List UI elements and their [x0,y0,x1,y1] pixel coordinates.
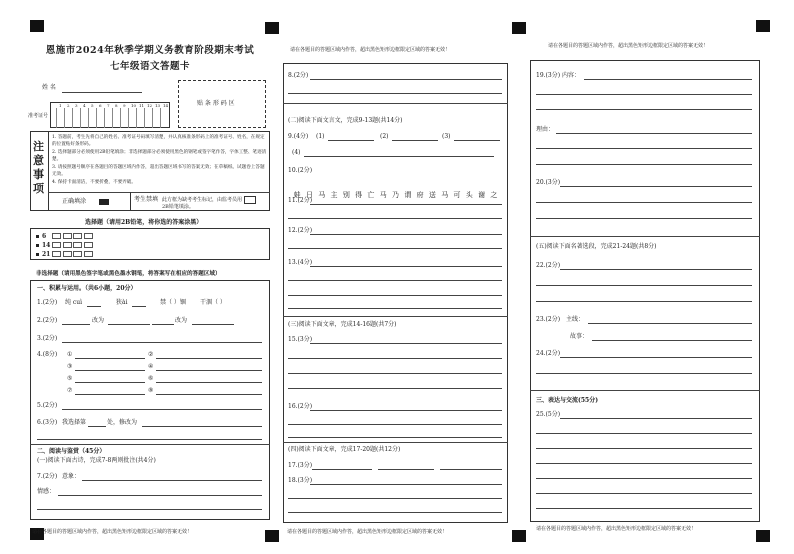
exam-id-digit-label: 13 [155,103,161,108]
q4-blank-label: ⑦ [67,387,73,394]
q25-line[interactable] [536,493,752,494]
exam-id-digit-column[interactable] [120,103,128,128]
q9-number: 9.(4分) [288,133,309,140]
q9-blank[interactable] [392,140,438,141]
q9-blank[interactable] [304,156,494,157]
registration-mark-bottom-mid-right [512,530,526,542]
q1-item-c: 禁（ ）锢 [160,299,186,306]
q9-blank-label: (1) [316,133,325,140]
notice-item: 2. 选择题部分必须使用2B铅笔填涂；非选择题部分必须使用黑色的钢笔或签字笔作答，字体工整、笔迹清楚。 [52,150,267,162]
q19-number: 19.(3分) [536,72,561,79]
q4-blank-label: ⑥ [148,375,154,382]
q17-number: 17.(3分) [288,462,313,469]
q11-number: 11.(2分) [288,197,313,204]
q9-blank[interactable] [454,140,500,141]
choice-option-bubble[interactable] [73,242,82,248]
q25-line[interactable] [536,463,752,464]
q4-blank[interactable] [75,370,145,371]
q2-text-1: 改为 [92,317,105,324]
exam-id-digit-label: 10 [131,103,137,108]
q20-line-3[interactable] [536,218,752,219]
q12-number: 12.(2分) [288,227,313,234]
q23-line-2[interactable] [592,340,752,341]
q3-blank[interactable] [62,342,262,343]
name-field[interactable] [62,92,142,93]
q11-line-1[interactable] [310,204,502,205]
exam-id-digit-column[interactable] [144,103,153,128]
choice-option-bubble[interactable] [73,251,82,257]
q6-text-1: 我选择第 [62,419,87,426]
exam-id-digit-column[interactable] [152,103,161,128]
exam-id-digit-column[interactable] [96,103,104,128]
col3-footer: 请在各题目的答题区域内作答，超出黑色矩形边框限定区域的答案无效！ [536,526,697,532]
col3-header: 请在各题目的答题区域内作答，超出黑色矩形边框限定区域的答案无效！ [548,43,709,49]
exam-id-digit-label: 14 [163,103,169,108]
q20-line-1[interactable] [560,186,752,187]
col3-sub5: (五)阅读下面名著选段，完成21-24题(共8分) [536,243,657,250]
q13-line-1[interactable] [310,266,502,267]
barcode-label: 贴 条 形 码 区 [197,100,235,107]
q2-number: 2.(2分) [37,317,58,324]
q10-char[interactable]: 送 [428,191,436,199]
q25-line[interactable] [560,418,752,419]
q4-blank-label: ⑧ [148,387,154,394]
col2-footer: 请在各题目的答题区域内作答，超出黑色矩形边框限定区域的答案无效！ [287,529,448,535]
q8-line-2[interactable] [288,93,502,94]
choice-option-bubble[interactable] [63,251,72,257]
absent-checkbox[interactable] [244,196,256,204]
choice-row-number: 21 [42,250,51,258]
q6-text-2: 处，修改为 [107,419,138,426]
q4-blank-label: ① [67,351,73,358]
q23-mainline-label: 主线： [566,316,585,323]
name-label: 姓 名 [42,84,56,91]
q19-line-1[interactable] [584,79,752,80]
q25-number: 25.(5分) [536,411,561,418]
q10-char[interactable]: 乃 [392,191,400,199]
id-label: 准考证号 [28,113,49,119]
section2-subheading: (一)阅读下面古诗，完成7-8两则批注(共4分) [37,457,156,464]
q4-blank[interactable] [75,382,145,383]
q4-blank[interactable] [156,394,262,395]
q17-blank-2[interactable] [378,469,434,470]
q6-number: 6.(3分) [37,419,58,426]
choice-row-marker [36,244,39,247]
q17-blank-3[interactable] [440,469,502,470]
q23-story-label: 故事： [570,333,589,340]
q16-line-1[interactable] [310,410,502,411]
q4-blank[interactable] [156,370,262,371]
q18-line-3[interactable] [288,512,502,513]
q10-char[interactable]: 之 [490,191,498,199]
q1-number: 1.(2分) [37,299,58,306]
registration-mark-top-mid-left [265,22,279,34]
notice-item: 3. 请按照题号顺序在各题目的答题区域内作答，超出答题区域书写的答案无效；在草稿纸、试题卷上答题无效。 [52,165,265,177]
exam-id-digit-column[interactable] [112,103,120,128]
exam-id-digit-column[interactable] [72,103,80,128]
q7-emotion-blank-2[interactable] [37,509,262,510]
exam-id-digit-label: 2 [67,103,70,108]
q5-blank[interactable] [62,409,262,410]
q4-blank-label: ③ [67,363,73,370]
exam-id-digit-label: 5 [91,103,94,108]
q17-blank-1[interactable] [312,469,372,470]
choice-row-number: 14 [42,241,51,249]
q19-line-3[interactable] [536,109,752,110]
q13-line-2[interactable] [288,280,502,281]
q2-blank-1[interactable] [62,324,90,325]
choice-option-bubble[interactable] [84,242,93,248]
registration-mark-bottom-right [756,530,770,542]
col1-answer-box [30,280,270,520]
q24-number: 24.(2分) [536,350,561,357]
q4-number: 4.(8分) [37,351,58,358]
q16-line-3[interactable] [288,437,502,438]
q7-number: 7.(2分) [37,473,58,480]
choice-option-bubble[interactable] [73,233,82,239]
exam-id-digit-column[interactable] [80,103,88,128]
registration-mark-top-mid-right [512,22,526,34]
q7-emotion-label: 情感： [37,488,56,495]
q7-imagery-blank[interactable] [82,480,262,481]
exam-id-digit-column[interactable] [136,103,145,128]
q10-char[interactable]: 马 [318,191,326,199]
col2-answer-box [283,63,508,523]
q10-sentence [291,182,501,201]
q13-number: 13.(4分) [288,259,313,266]
q4-blank[interactable] [75,394,145,395]
q20-line-2[interactable] [536,202,752,203]
q2-blank-3[interactable] [152,324,174,325]
exam-title: 恩施市2024年秋季学期义务教育阶段期末考试 七年级语文答题卡 [45,45,255,72]
q2-blank-2[interactable] [108,324,150,325]
q1-item-b: 狭ài [116,299,128,306]
q10-char[interactable]: 马 [379,191,387,199]
exam-id-digit-column[interactable] [104,103,112,128]
q6-blank-1[interactable] [88,426,106,427]
q19-reason-label: 理由： [536,126,555,133]
q10-char[interactable]: 日 [305,191,313,199]
choice-option-bubble[interactable] [52,242,61,248]
fill-example-mark [99,199,109,205]
q19-line-6[interactable] [536,164,752,165]
q22-number: 22.(2分) [536,262,561,269]
choice-row-marker [36,253,39,256]
exam-id-digit-column[interactable] [56,103,64,128]
q10-char[interactable]: 蛙 [293,191,301,199]
q25-line[interactable] [536,508,752,509]
notice-heading: 注意事项 [33,140,44,195]
q1-item-a: 纯 cuì [65,299,83,306]
exam-id-digit-column[interactable] [160,103,169,128]
q22-line-1[interactable] [560,269,752,270]
q22-line-2[interactable] [536,285,752,286]
q15-line-2[interactable] [288,358,502,359]
choice-row-number: 6 [42,232,47,240]
q25-line[interactable] [536,433,752,434]
q18-line-1[interactable] [310,484,502,485]
q8-line-1[interactable] [310,79,502,80]
col1-footer: 请在各题目的答题区域内作答，超出黑色矩形边框限定区域的答案无效！ [32,529,193,535]
q15-number: 15.(3分) [288,336,313,343]
exam-id-digit-label: 4 [83,103,86,108]
q8-number: 8.(2分) [288,72,309,79]
absent-label: 考生禁填 [134,196,159,203]
exam-id-digit-label: 9 [123,103,126,108]
exam-id-digit-column[interactable] [64,103,72,128]
q4-blank-label: ④ [148,363,154,370]
q15-line-3[interactable] [288,373,502,374]
q11-line-2[interactable] [288,218,502,219]
exam-id-digit-label: 1 [59,103,62,108]
choice-option-bubble[interactable] [63,242,72,248]
choice-row [36,242,94,249]
col2-sub3: (三)阅读下面文章，完成14-16题(共7分) [288,321,397,328]
q15-line-4[interactable] [288,388,502,389]
q4-blank[interactable] [156,358,262,359]
q22-line-3[interactable] [536,301,752,302]
col2-sub2: (二)阅读下面文言文，完成9-13题(共14分) [288,117,403,124]
q9-blank-label: (2) [380,133,389,140]
section2-heading: 二、阅读与鉴赏（45分） [37,448,106,455]
q16-number: 16.(2分) [288,403,313,410]
q23-number: 23.(2分) [536,316,561,323]
exam-id-digit-label: 11 [139,103,145,108]
q10-char[interactable]: 谓 [404,191,412,199]
q10-char[interactable]: 别 [342,191,350,199]
barcode-area [178,80,266,128]
exam-id-digit-label: 12 [147,103,153,108]
q4-blank-label: ⑤ [67,375,73,382]
q12-line-1[interactable] [310,234,502,235]
q9-blank-label: (3) [442,133,451,140]
q6-blank-3[interactable] [37,439,262,440]
choice-option-bubble[interactable] [84,251,93,257]
q5-number: 5.(2分) [37,402,58,409]
registration-mark-top-right [756,20,770,32]
q24-line-1[interactable] [560,357,752,358]
q13-line-4[interactable] [288,308,502,309]
q13-line-3[interactable] [288,295,502,296]
choice-row-marker [36,235,39,238]
q18-number: 18.(3分) [288,477,313,484]
exam-id-digit-label: 3 [75,103,78,108]
notice-item: 1. 答题前，考生先将自己的姓名、准考证号码填写清楚，并认真核准条形码上的准考证号、姓名，在规定的位置贴好条形码。 [52,135,265,147]
choice-option-bubble[interactable] [52,233,61,239]
q2-blank-4[interactable] [192,324,234,325]
exam-id-digit-column[interactable] [88,103,96,128]
exam-id-digit-label: 8 [115,103,118,108]
exam-id-digit-label: 6 [99,103,102,108]
q24-line-2[interactable] [536,373,752,374]
q10-char[interactable]: 府 [416,191,424,199]
q10-char[interactable]: 谢 [478,191,486,199]
q20-number: 20.(3分) [536,179,561,186]
fill-example-label: 正确填涂 [62,198,87,205]
absent-text: 此方框为缺考考生标记，由监考员用2B铅笔填涂。 [162,197,243,210]
nonchoice-heading: 非选择题（请用黑色签字笔或黑色墨水钢笔，将答案写在相应的答题区域） [36,271,221,277]
q12-line-2[interactable] [288,248,502,249]
q10-number: 10.(2分) [288,167,313,174]
choice-option-bubble[interactable] [84,233,93,239]
q2-text-2: 改为 [175,317,188,324]
registration-mark-top-left [30,20,44,32]
q4-blank[interactable] [75,358,145,359]
choice-row [36,251,94,258]
q15-line-1[interactable] [310,343,502,344]
q18-line-2[interactable] [288,498,502,499]
q10-char[interactable]: 可 [453,191,461,199]
q10-char[interactable]: 亡 [367,191,375,199]
q10-char[interactable]: 得 [355,191,363,199]
choice-row [36,233,94,240]
exam-id-digit-label: 7 [107,103,110,108]
q19-content-label: 内容： [562,72,581,79]
col3-answer-box [530,60,760,522]
notice-item: 4. 保持卡面清洁，不要折叠，不要弄破。 [52,180,136,185]
col2-header: 请在各题目的答题区域内作答，超出黑色矩形边框限定区域的答案无效！ [290,47,451,53]
q25-line[interactable] [536,478,752,479]
q19-line-4[interactable] [556,133,752,134]
q7-emotion-blank[interactable] [58,495,262,496]
q25-line[interactable] [536,448,752,449]
section1-heading: 一、积累与运用。（共6小题，20分） [37,285,137,292]
col2-sub4: (四)阅读下面文章，完成17-20题(共12分) [288,446,401,453]
q9-blank-label: (4) [292,149,301,156]
q10-char[interactable]: 马 [441,191,449,199]
q19-line-5[interactable] [536,148,752,149]
q6-blank-2[interactable] [142,426,262,427]
q23-line-1[interactable] [588,323,752,324]
q1-item-d: 干涸（ ） [200,299,226,306]
q4-blank-label: ② [148,351,154,358]
q10-char[interactable]: 主 [330,191,338,199]
exam-id-digit-column[interactable] [128,103,137,128]
choice-option-bubble[interactable] [52,251,61,257]
q10-char[interactable]: 头 [465,191,473,199]
q4-blank[interactable] [156,382,262,383]
q19-line-2[interactable] [536,94,752,95]
choice-option-bubble[interactable] [63,233,72,239]
section3-heading: 三、表达与交流(55分) [536,397,599,404]
registration-mark-bottom-mid-left [265,530,279,542]
q3-number: 3.(2分) [37,335,58,342]
notice-items [52,134,267,187]
q16-line-2[interactable] [288,424,502,425]
choice-heading: 选择题（请用2B铅笔，将你选的答案涂黑） [85,219,203,226]
q7-imagery-label: 意象： [62,473,81,480]
q9-blank[interactable] [328,140,374,141]
